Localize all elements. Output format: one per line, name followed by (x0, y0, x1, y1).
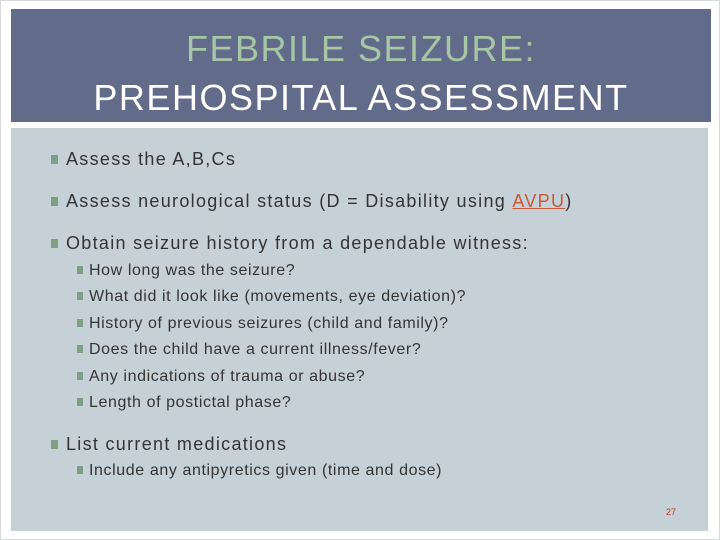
sub-bullet (77, 368, 365, 386)
sub-bullet-marker-icon (77, 372, 83, 380)
sub-bullet-marker-icon (77, 266, 83, 274)
bullet-assess-abc (51, 149, 236, 170)
sub-bullet (77, 341, 421, 359)
sub-bullet (77, 315, 449, 333)
bullet-text-after: ) (565, 191, 573, 211)
sub-bullet-marker-icon (77, 319, 83, 327)
bullet-neuro-status (51, 191, 573, 212)
avpu-link[interactable]: AVPU (512, 191, 566, 211)
sub-bullet-text: History of previous seizures (child and family)? (89, 315, 449, 332)
bullet-seizure-history (51, 233, 529, 254)
sub-bullet-text: Any indications of trauma or abuse? (89, 368, 366, 385)
bullet-text: Assess the A,B,Cs (66, 149, 237, 169)
bullet-text: Obtain seizure history from a dependable witness: (66, 233, 529, 253)
sub-bullet (77, 462, 442, 480)
sub-bullet-text: Length of postictal phase? (89, 394, 292, 411)
sub-bullet-marker-icon (77, 398, 83, 406)
sub-bullet (77, 262, 295, 280)
sub-bullet-text: What did it look like (movements, eye deviation)? (89, 288, 467, 305)
bullet-text-before: Assess neurological status (D = Disability using (66, 191, 513, 211)
bullet-marker-icon (51, 197, 58, 206)
bullet-marker-icon (51, 440, 58, 449)
bullet-marker-icon (51, 155, 58, 164)
slide-title-line-1: FEBRILE SEIZURE: (185, 28, 537, 69)
sub-bullet-text: How long was the seizure? (89, 262, 296, 279)
sub-bullet-text: Include any antipyretics given (time and dose) (89, 462, 443, 479)
sub-bullet (77, 394, 291, 412)
slide-title-line-2: PREHOSPITAL ASSESSMENT (93, 77, 629, 118)
sub-bullet-marker-icon (77, 345, 83, 353)
sub-bullet-marker-icon (77, 292, 83, 300)
title-bar (11, 9, 711, 122)
sub-bullet-text: Does the child have a current illness/fever? (89, 341, 422, 358)
sub-bullet-marker-icon (77, 466, 83, 474)
bullet-marker-icon (51, 239, 58, 248)
page-number: 27 (666, 507, 677, 517)
bullet-medications (51, 434, 287, 455)
sub-bullet (77, 288, 466, 306)
bullet-text: List current medications (66, 434, 288, 454)
